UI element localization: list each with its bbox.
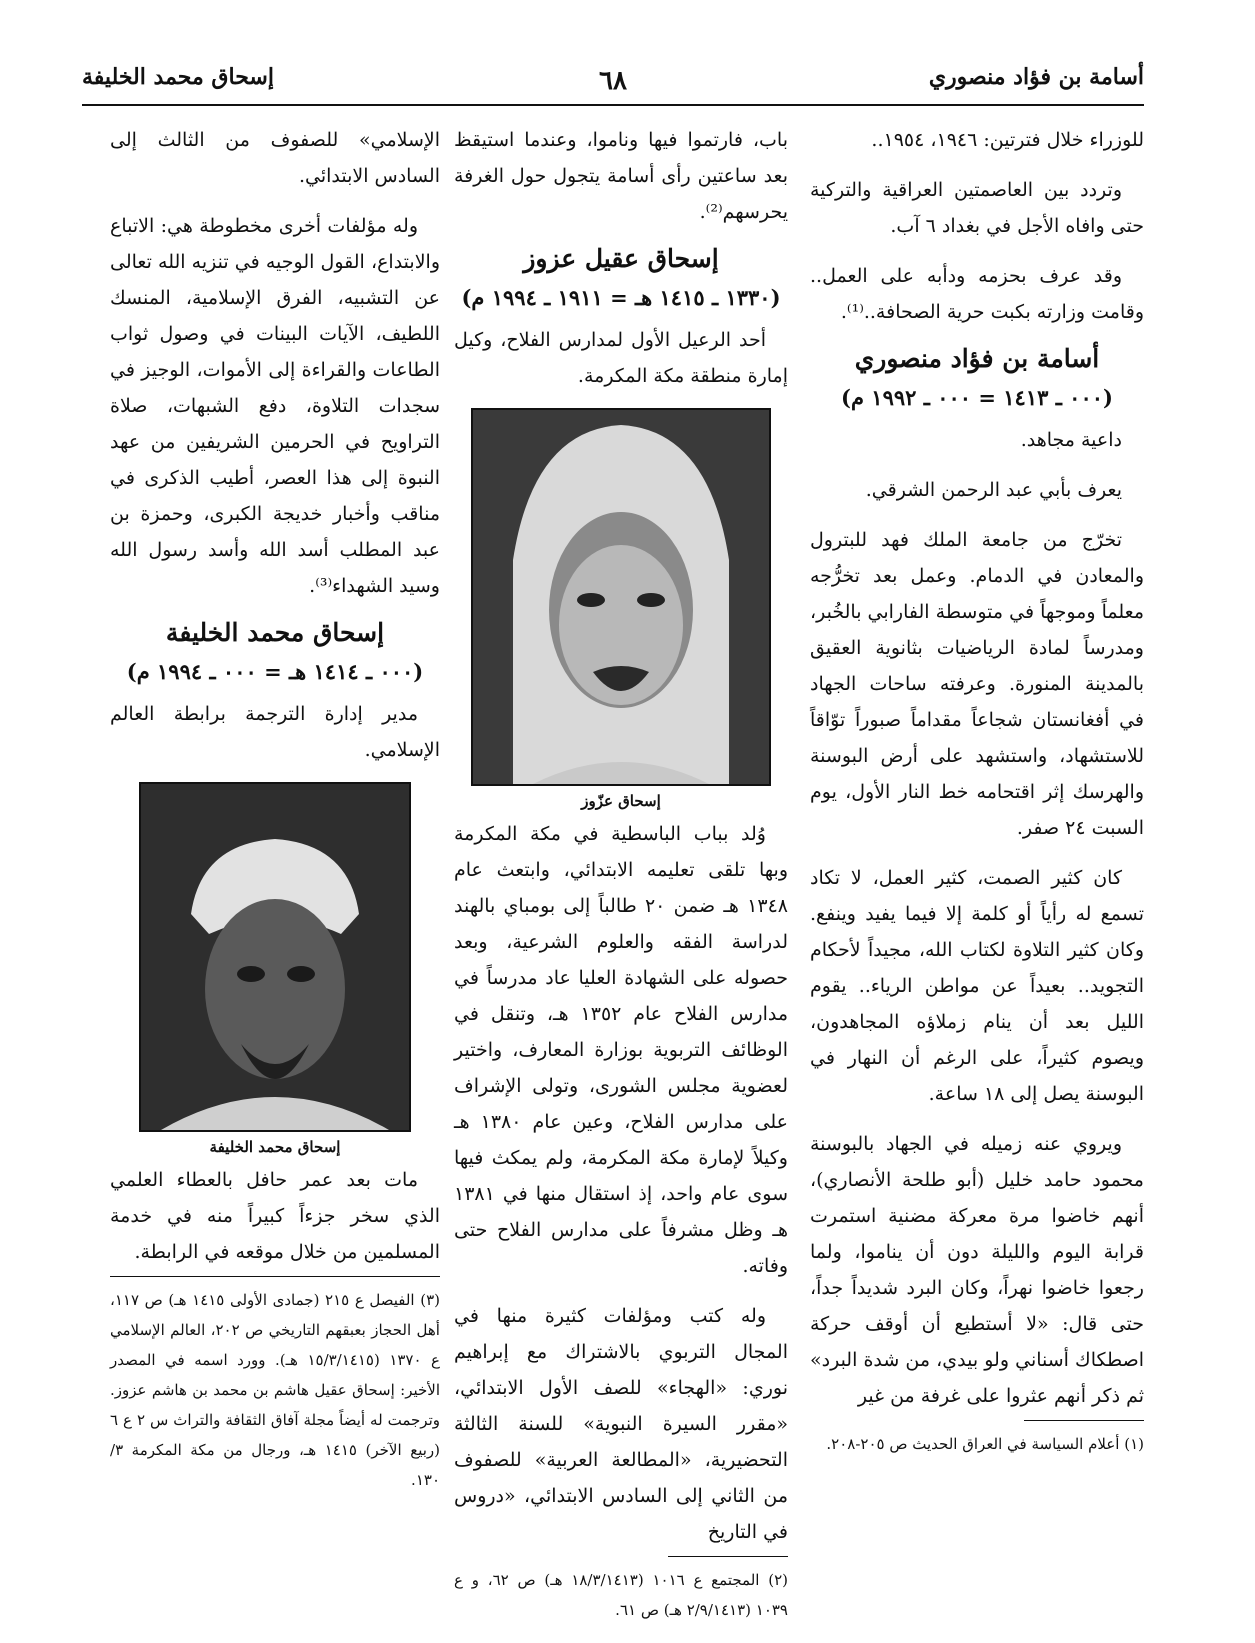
footnote-divider bbox=[110, 1276, 440, 1277]
column-right bbox=[810, 122, 1144, 1459]
portrait-photo bbox=[471, 408, 771, 786]
running-title-right: أسامة بن فؤاد منصوري bbox=[928, 64, 1144, 90]
paragraph: للوزراء خلال فترتين: ١٩٤٦، ١٩٥٤.. bbox=[871, 129, 1144, 151]
footnote: (١) أعلام السياسة في العراق الحديث ص ٢٠٥-٢٠٨. bbox=[826, 1435, 1144, 1453]
footnote: (٢) المجتمع ع ١٠١٦ (١٨/٣/١٤١٣ هـ) ص ٦٢، و ع ١٠٣٩ (٢/٩/١٤١٣ هـ) ص ٦١. bbox=[454, 1571, 788, 1619]
paragraph: ويروي عنه زميله في الجهاد بالبوسنة محمود حامد خليل (أبو طلحة الأنصاري)، أنهم خاضوا مرة معركة مضنية استمرت قرابة اليوم والليلة دون أن يناموا، ولما رجعوا خاضوا نهراً، وكان البرد شديداً جداً، حتى قال: «لا أستطيع أن أوقف حركة اصطكاك أسناني ولو بيدي، من شدة البرد» ثم ذكر أنهم عثروا على غرفة من غير bbox=[810, 1133, 1144, 1407]
portrait-figure-icon bbox=[141, 784, 409, 1130]
paragraph: وُلد بباب الباسطية في مكة المكرمة وبها تلقى تعليمه الابتدائي، وابتعث عام ١٣٤٨ هـ ضمن ٢٠ طالباً إلى بومباي بالهند لدراسة الفقه والعلوم الشرعية، وبعد حصوله على الشهادة العليا عاد مدرساً في مدارس الفلاح عام ١٣٥٢ هـ، وتنقل في الوظائف التربوية بوزارة المعارف، واختير لعضوية مجلس الشورى، وتولى الإشراف على مدارس الفلاح، وعين عام ١٣٨٠ هـ وكيلاً لإمارة مكة المكرمة، ولم يمكث فيها سوى عام واحد، إذ استقال منها في ١٣٨١ هـ وظل مشرفاً على مدارس الفلاح حتى وفاته. bbox=[454, 823, 789, 1277]
column-left bbox=[110, 122, 440, 1495]
footnote-divider bbox=[1024, 1420, 1144, 1421]
paragraph: كان كثير الصمت، كثير العمل، لا تكاد تسمع له رأياً أو كلمة إلا فيما يفيد وينفع. وكان كثير التلاوة لكتاب الله، مجيداً لأحكام التجويد.. بعيداً عن مواطن الرياء.. يقوم الليل بعد أن ينام زملاؤه المجاهدون، ويصوم كثيراً، على الرغم أن النهار في البوسنة يصل إلى ١٨ ساعة. bbox=[810, 867, 1144, 1105]
biography-dates: (١٣٣٠ ـ ١٤١٥ هـ = ١٩١١ ـ ١٩٩٤ م) bbox=[461, 285, 781, 310]
page-header bbox=[82, 58, 1144, 106]
paragraph: وتردد بين العاصمتين العراقية والتركية حتى وافاه الأجل في بغداد ٦ آب. bbox=[810, 179, 1144, 237]
paragraph: وقد عرف بحزمه ودأبه على العمل.. وقامت وزارته بكبت حرية الصحافة..⁽¹⁾. bbox=[810, 265, 1144, 323]
biography-title: إسحاق محمد الخليفة bbox=[165, 618, 385, 647]
photo-caption: إسحاق محمد الخليفة bbox=[209, 1138, 341, 1156]
page-number: ٦٨ bbox=[599, 66, 627, 96]
portrait-figure-icon bbox=[473, 410, 769, 784]
paragraph: وله كتب ومؤلفات كثيرة منها في المجال التربوي بالاشتراك مع إبراهيم نوري: «الهجاء» للصف الأول الابتدائي، «مقرر السيرة النبوية» للسنة الثالثة التحضيرية، «المطالعة العربية» للصفوف من الثاني إلى السادس الابتدائي، «دروس في التاريخ bbox=[454, 1305, 788, 1543]
paragraph: باب، فارتموا فيها وناموا، وعندما استيقظ بعد ساعتين رأى أسامة يتجول حول الغرفة يحرسهم⁽²⁾. bbox=[454, 129, 788, 223]
paragraph: يعرف بأبي عبد الرحمن الشرقي. bbox=[865, 479, 1122, 501]
paragraph: أحد الرعيل الأول لمدارس الفلاح، وكيل إمارة منطقة مكة المكرمة. bbox=[454, 329, 788, 387]
paragraph: مات بعد عمر حافل بالعطاء العلمي الذي سخر جزءاً كبيراً منه في خدمة المسلمين من خلال موقعه في الرابطة. bbox=[110, 1169, 440, 1263]
photo-caption: إسحاق عزّوز bbox=[581, 792, 661, 810]
biography-dates: (٠٠٠ ـ ١٤١٣ = ٠٠٠ ـ ١٩٩٢ م) bbox=[841, 385, 1113, 410]
footnote: (٣) الفيصل ع ٢١٥ (جمادى الأولى ١٤١٥ هـ) ص ١١٧، أهل الحجاز بعبقهم التاريخي ص ٢٠٢، العالم الإسلامي ع ١٣٧٠ (١٥/٣/١٤١٥ هـ). وورد اسمه في المصدر الأخير: إسحاق عقيل هاشم بن محمد بن هاشم عزوز. وترجمت له أيضاً مجلة آفاق الثقافة والتراث س ٢ ع ٦ (ربيع الآخر) ١٤١٥ هـ، ورجال من مكة المكرمة ٣/ ١٣٠. bbox=[110, 1291, 440, 1489]
biography-title: أسامة بن فؤاد منصوري bbox=[854, 344, 1100, 373]
paragraph: مدير إدارة الترجمة برابطة العالم الإسلامي. bbox=[110, 703, 440, 761]
footnote-divider bbox=[668, 1556, 788, 1557]
paragraph: الإسلامي» للصفوف من الثالث إلى السادس الابتدائي. bbox=[110, 129, 440, 187]
column-middle bbox=[454, 122, 788, 1625]
running-title-left: إسحاق محمد الخليفة bbox=[82, 64, 274, 90]
paragraph: تخرّج من جامعة الملك فهد للبترول والمعادن في الدمام. وعمل بعد تخرُّجه معلماً وموجهاً في متوسطة الفارابي بالخُبر، ومدرساً لمادة الرياضيات بثانوية العقيق بالمدينة المنورة. وعرفته ساحات الجهاد في أفغانستان شجاعاً مقداماً صبوراً توّاقاً للاستشهاد، واستشهد على أرض البوسنة والهرسك إثر اقتحامه خط النار الأول، يوم السبت ٢٤ صفر. bbox=[810, 529, 1144, 839]
biography-title: إسحاق عقيل عزوز bbox=[523, 244, 719, 273]
paragraph: داعية مجاهد. bbox=[1020, 429, 1122, 451]
biography-dates: (٠٠٠ ـ ١٤١٤ هـ = ٠٠٠ ـ ١٩٩٤ م) bbox=[126, 659, 424, 684]
portrait-photo bbox=[139, 782, 411, 1132]
paragraph: وله مؤلفات أخرى مخطوطة هي: الاتباع والابتداع، القول الوجيه في تنزيه الله تعالى عن التشبيه، الفرق الإسلامية، المنسك اللطيف، الآيات البينات في وصول ثواب الطاعات والقراءة إلى الأموات، الوجيز في سجدات التلاوة، دفع الشبهات، صلاة التراويح في الحرمين الشريفين من عهد النبوة إلى هذا العصر، أطيب الذكرى في مناقب وأخبار خديجة الكبرى، وحمزة بن عبد المطلب أسد الله وأسد رسول الله وسيد الشهداء⁽³⁾. bbox=[110, 215, 440, 597]
